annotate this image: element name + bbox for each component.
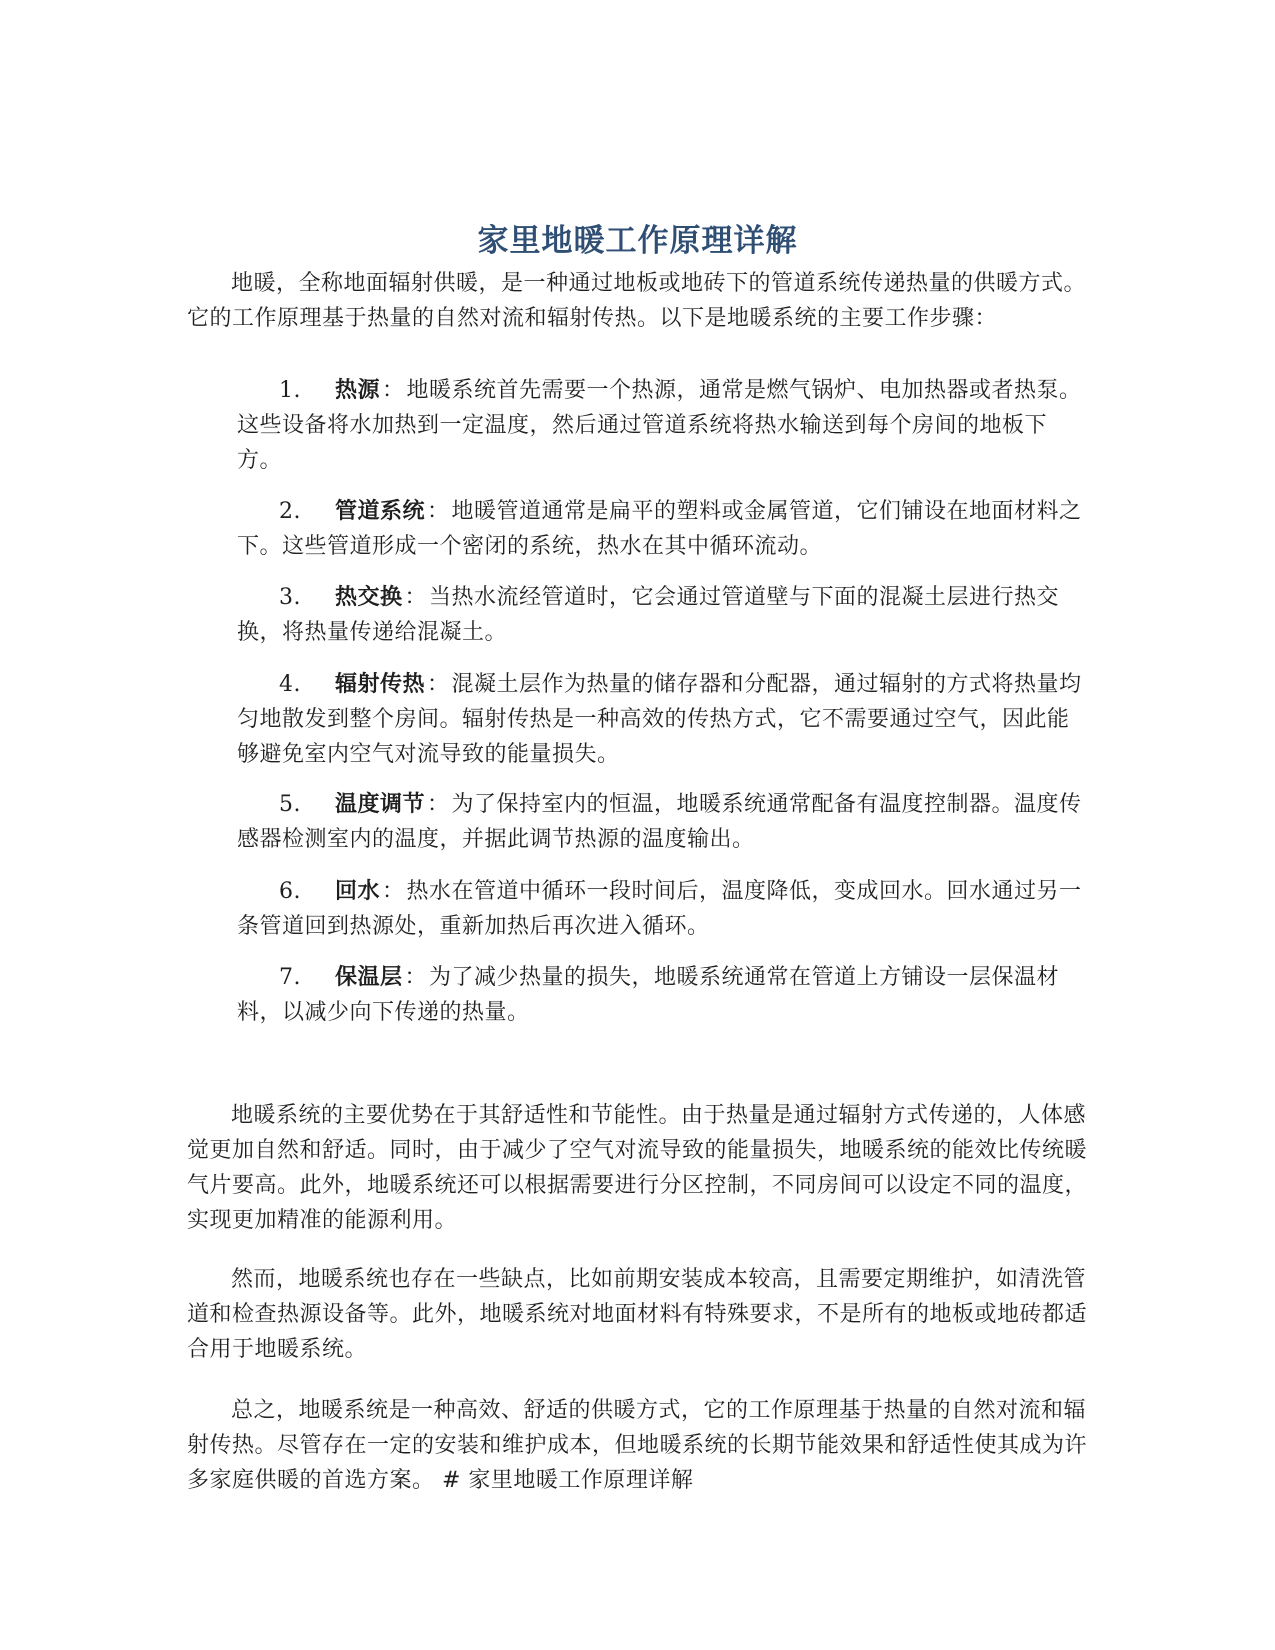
step-separator: ： [427,792,450,817]
disadvantages-paragraph: 然而，地暖系统也存在一些缺点，比如前期安装成本较高，且需要定期维护，如清洗管道和检查热源设备等。此外，地暖系统对地面材料有特殊要求，不是所有的地板或地砖都适合用于地暖系统。 [187,1267,1088,1362]
step-separator: ： [382,879,405,904]
list-item [237,580,1087,650]
step-term: 热交换 [335,584,403,610]
step-separator: ： [404,585,428,610]
step-term: 热源 [335,377,381,403]
step-number: 4. [279,672,301,697]
step-text: 混凝土层作为热量的储存器和分配器，通过辐射的方式将热量均匀地散发到整个房间。辐射传热是一种高效的传热方式，它不需要通过空气，因此能够避免室内空气对流导致的能量损失。 [237,672,1082,767]
advantages-paragraph: 地暖系统的主要优势在于其舒适性和节能性。由于热量是通过辐射方式传递的，人体感觉更加自然和舒适。同时，由于减少了空气对流导致的能量损失，地暖系统的能效比传统暖气片要高。此外，地暖系统还可以根据需要进行分区控制，不同房间可以设定不同的温度，实现更加精准的能源利用。 [187,1103,1088,1233]
step-number: 5. [279,792,301,817]
list-item [237,874,1087,944]
step-number: 7. [279,965,301,990]
conclusion-section [187,1393,1087,1498]
step-text: 地暖系统首先需要一个热源，通常是燃气锅炉、电加热器或者热泵。这些设备将水加热到一定温度，然后通过管道系统将热水输送到每个房间的地板下方。 [237,378,1082,473]
step-number: 1. [279,378,301,403]
page-title: 家里地暖工作原理详解 [477,222,798,259]
disadvantages-section [187,1262,1087,1367]
advantages-section [187,1098,1087,1238]
intro-section [187,266,1087,336]
list-item [237,667,1087,772]
list-item [237,787,1087,857]
step-separator: ： [427,499,450,524]
step-number: 6. [279,879,301,904]
step-number: 3. [279,585,301,610]
intro-paragraph: 地暖，全称地面辐射供暖，是一种通过地板或地砖下的管道系统传递热量的供暖方式。它的工作原理基于热量的自然对流和辐射传热。以下是地暖系统的主要工作步骤： [187,271,1087,331]
step-text: 为了保持室内的恒温，地暖系统通常配备有温度控制器。温度传感器检测室内的温度，并据此调节热源的温度输出。 [237,792,1082,852]
list-item [237,494,1087,564]
conclusion-paragraph: 总之，地暖系统是一种高效、舒适的供暖方式，它的工作原理基于热量的自然对流和辐射传热。尽管存在一定的安装和维护成本，但地暖系统的长期节能效果和舒适性使其成为许多家庭供暖的首选方案。 # 家里地暖工作原理详解 [187,1398,1088,1493]
step-text: 为了减少热量的损失，地暖系统通常在管道上方铺设一层保温材料，以减少向下传递的热量。 [237,965,1060,1025]
step-separator: ： [427,672,450,697]
step-number: 2. [279,499,301,524]
list-item [237,373,1087,478]
step-term: 保温层 [335,964,403,990]
step-text: 热水在管道中循环一段时间后，温度降低，变成回水。回水通过另一条管道回到热源处，重新加热后再次进入循环。 [237,879,1082,939]
step-separator: ： [382,378,405,403]
step-term: 辐射传热 [335,671,426,697]
step-term: 温度调节 [335,791,426,817]
step-term: 回水 [335,878,381,904]
list-item [237,960,1087,1030]
step-text: 地暖管道通常是扁平的塑料或金属管道，它们铺设在地面材料之下。这些管道形成一个密闭的系统，热水在其中循环流动。 [237,499,1082,559]
step-term: 管道系统 [335,498,426,524]
step-text: 当热水流经管道时，它会通过管道壁与下面的混凝土层进行热交换，将热量传递给混凝土。 [237,585,1060,645]
step-separator: ： [404,965,428,990]
